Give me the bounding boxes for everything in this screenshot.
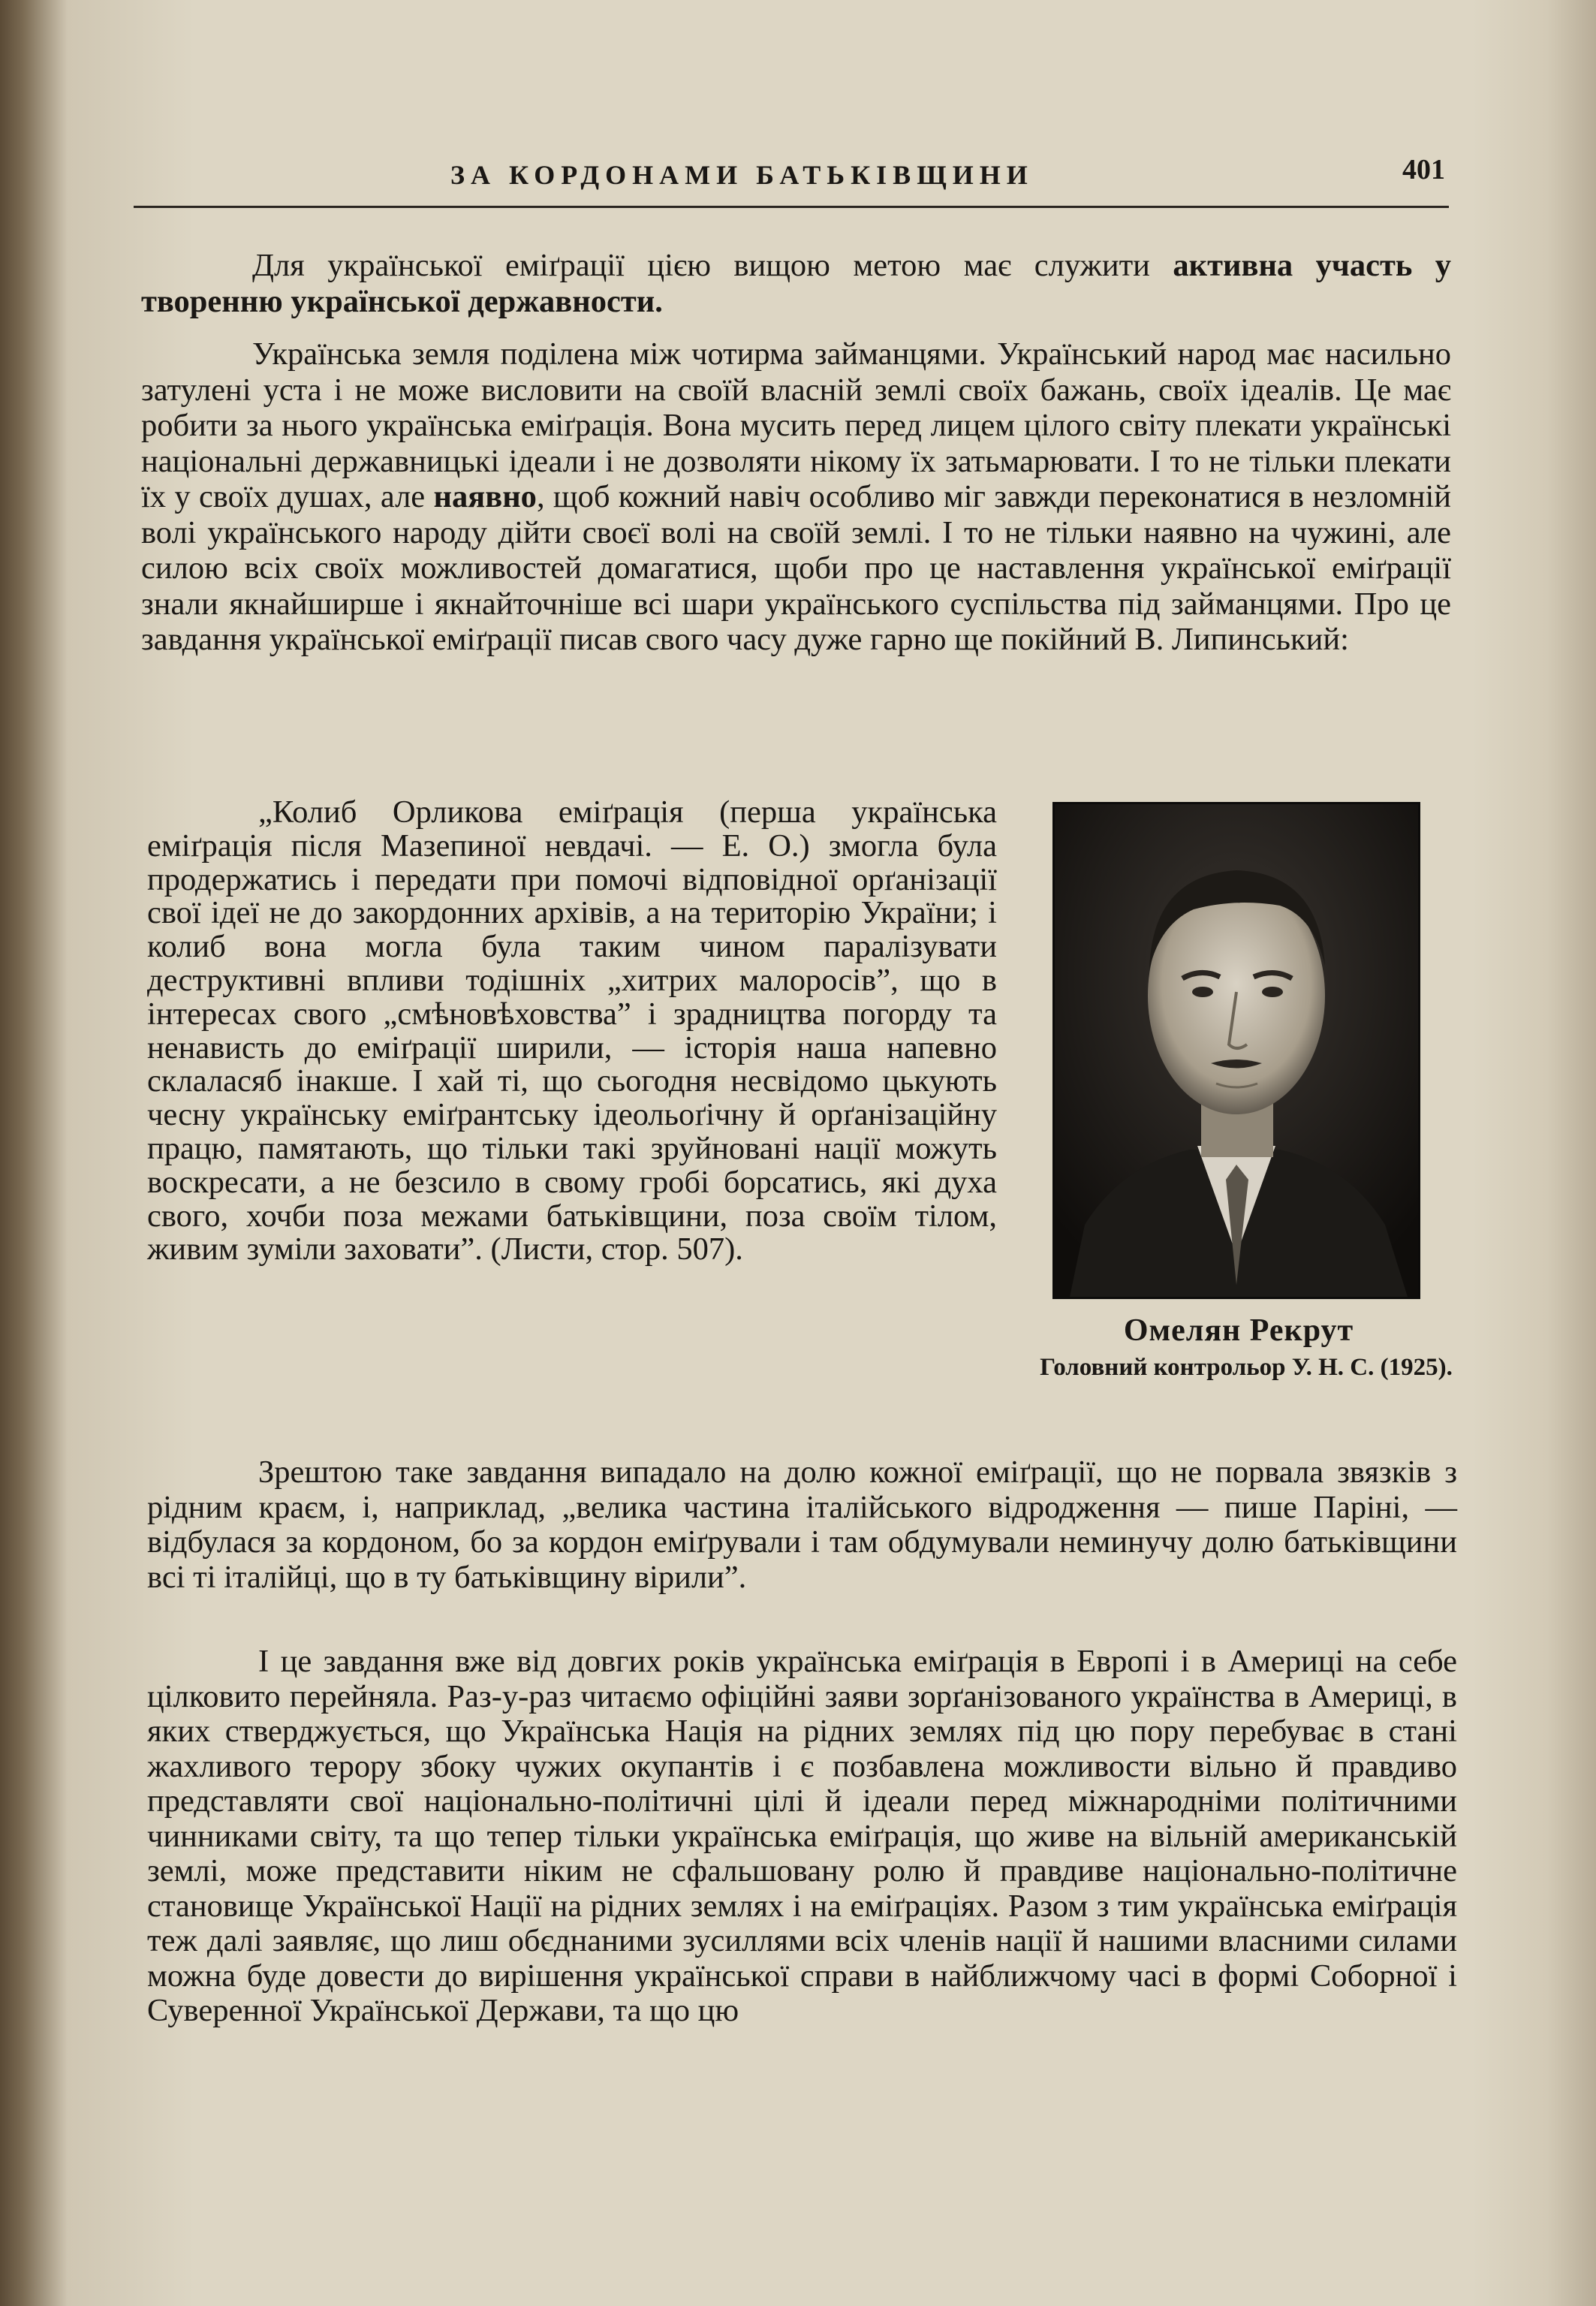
page-number: 401: [1402, 154, 1445, 185]
portrait-image: [1055, 804, 1418, 1297]
emigration-paragraph: [147, 1644, 1457, 2036]
header-rule: [134, 206, 1449, 208]
paragraph-text-continued: , щоб кожний навіч особливо міг завжди переконатися в незломній волі українського народу дійти своєї волі на своїй землі. І то не тільки наявно на чужині, але силою всіх своїх можливостей домагатися, щоби про це наставлення української еміґрації знали якнайширше і якнайточніше всі шари українського суспільства під займанцями. Про це завдання української еміґрації писав свого часу дуже гарно ще покійний В. Липинський:: [141, 479, 1452, 657]
photo-caption-role: Головний контрольор У. Н. С. (1925).: [1040, 1354, 1453, 1381]
quote-text: „Колиб Орликова еміґрація (перша українська еміґрація після Мазепиної невдачі. — Е. О.) змогла була продержатись і передати при помочі відповідної орґанізації свої ідеї не до закордонних архівів, а на територію України; і колиб вона могла була таким чином паралізувати деструктивні впливи тодішніх „хитрих малоросів”, що в інтересах свого „смѣновѣховства” і зрадництва погорду та ненависть до еміґрації ширили, — історія наша напевно склаласяб інакше. І хай ті, що сьогодня несвідомо цькують чесну українську еміґрантську ідеольоґічну й орґанізаційну працю, памятають, що тільки такі зруйновані нації можуть воскресати, а не безсило в свому гробі борсатись, які духа свого, хочби поза межами батьківщини, поза своїм тілом, живим зуміли заховати”. (Листи, стор. 507).: [147, 794, 997, 1268]
emphasis-naiavno: наявно: [433, 479, 537, 514]
intro-bold-text: активна участь у творенню української державности.: [141, 248, 1452, 319]
photo-caption-name: Омелян Рекрут: [1123, 1313, 1354, 1348]
intro-paragraph: [141, 248, 1451, 319]
running-title: ЗА КОРДОНАМИ БАТЬКІВЩИНИ: [450, 160, 1034, 190]
lipynsky-paragraph: [141, 336, 1451, 658]
paragraph-text: І це завдання вже від довгих років українська еміґрація в Европі і в Америці на себе цілковито перейняла. Раз-у-раз читаємо офіційні заяви зорґанізованого українства в Америці, в яких стверджується, що Українська Нація на рідних землях під цю пору перебуває в стані жахливого терору збоку чужих окупантів і є позбавлена можливости вільно й правдиво представляти свої національно-політичні цілі й ідеали перед міжнародніми політичними чинниками світу, та що тепер тільки українська еміґрація, що живе на вільній американській землі, може представити ніким не сфальшовану ролю й правдиве національно-політичне становище Української Нації на рідних землях і на еміґраціях. Разом з тим українська еміґрація теж далі заявляє, що лиш обєднаними зусиллями всіх членів нації й нашими власними силами можна буде довести до вирішення української справи в найближчому часі в формі Соборної і Суверенної Української Держави, та що цю: [147, 1644, 1457, 2028]
paragraph-text: Зрештою таке завдання випадало на долю кожної еміґрації, що не порвала звязків з рідним краєм, і, наприклад, „велика частина італійського відродження — пише Паріні, — відбулася за кордоном, бо за кордон еміґрували і там обдумували неминучу долю батьківщини всі ті італійці, що в ту батьківщину вірили”.: [147, 1454, 1457, 1595]
portrait-photo: [1052, 802, 1420, 1299]
lipynsky-quote: [147, 796, 997, 1267]
paragraph-text: Українська земля поділена між чотирма займанцями. Український народ має насильно затулені уста і не може висловити на своїй власній землі своїх бажань, своїх ідеалів. Це має робити за нього українська еміґрація. Вона мусить перед лицем цілого світу плекати українські національні державницькі ідеали і не дозволяти нікому їх затьмарювати. І то не тільки плекати їх у своїх душах, але: [141, 336, 1451, 514]
intro-text: Для української еміґрації цією вищою метою має служити: [252, 248, 1150, 283]
parini-paragraph: [147, 1455, 1457, 1602]
